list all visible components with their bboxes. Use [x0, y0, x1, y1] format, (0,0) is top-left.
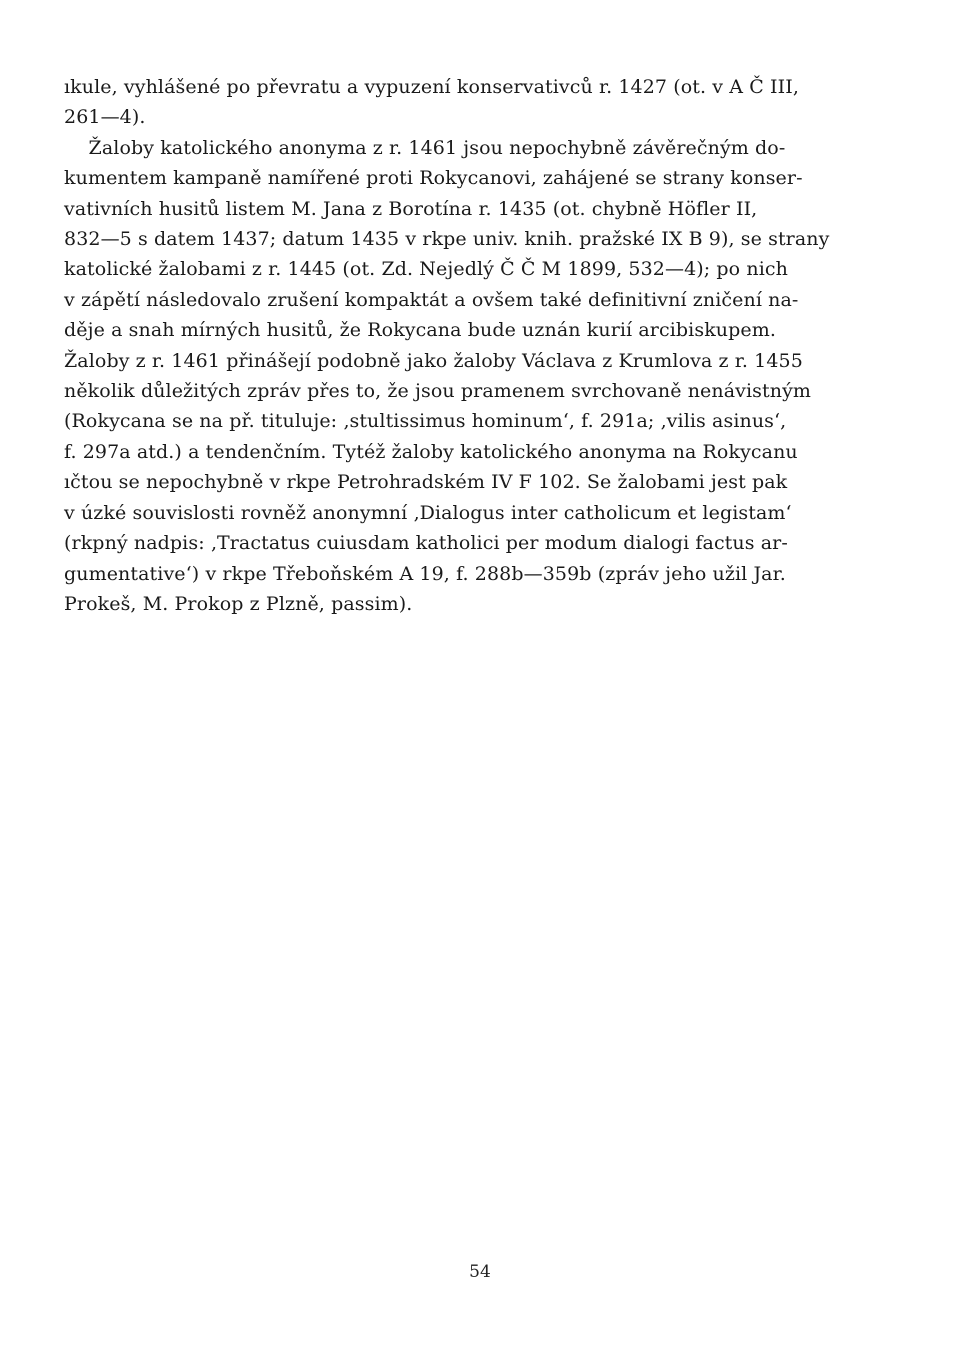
- text-line: (rkpný nadpis: ‚Tractatus cuiusdam katholici per modum dialogi factus ar-: [64, 532, 788, 555]
- text-line: katolické žalobami z r. 1445 (ot. Zd. Nejedlý Č Č M 1899, 532—4); po nich: [64, 258, 788, 281]
- text-line: kumentem kampaně namířené proti Rokycanovi, zahájené se strany konser-: [64, 167, 803, 190]
- body-text: [64, 72, 904, 619]
- text-line: 261—4).: [64, 106, 146, 129]
- text-line: gumentative‘) v rkpe Třeboňském A 19, f. 288b—359b (zpráv jeho užil Jar.: [64, 562, 786, 585]
- text-line: f. 297a atd.) a tendenčním. Tytéž žaloby katolického anonyma na Rokycanu: [64, 440, 798, 463]
- text-line: děje a snah mírných husitů, že Rokycana bude uznán kurií arcibiskupem.: [64, 319, 777, 342]
- text-line: ıkule, vyhlášené po převratu a vypuzení konservativců r. 1427 (ot. v A Č III,: [64, 76, 799, 98]
- text-line: Žaloby z r. 1461 přinášejí podobně jako žaloby Václava z Krumlova z r. 1455: [64, 349, 803, 372]
- text-line: v zápětí následovalo zrušení kompaktát a ovšem také definitivní zničení na-: [64, 288, 799, 311]
- text-line: 832—5 s datem 1437; datum 1435 v rkpe univ. knih. pražské IX B 9), se strany: [64, 228, 830, 251]
- text-line: v úzké souvislosti rovněž anonymní ‚Dialogus inter catholicum et legistam‘: [64, 501, 792, 524]
- text-line: Prokeš, M. Prokop z Plzně, passim).: [64, 592, 413, 615]
- text-line: vativních husitů listem M. Jana z Borotína r. 1435 (ot. chybně Höfler II,: [64, 197, 758, 220]
- page-number: 54: [469, 1262, 491, 1282]
- text-line: (Rokycana se na př. tituluje: ‚stultissimus hominum‘, f. 291a; ‚vilis asinus‘,: [64, 410, 787, 433]
- text-line: několik důležitých zpráv přes to, že jsou pramenem svrchovaně nenávistným: [64, 380, 812, 403]
- text-line: ıčtou se nepochybně v rkpe Petrohradském IV F 102. Se žalobami jest pak: [64, 471, 788, 494]
- text-line: Žaloby katolického anonyma z r. 1461 jsou nepochybně závěrečným do-: [64, 136, 786, 159]
